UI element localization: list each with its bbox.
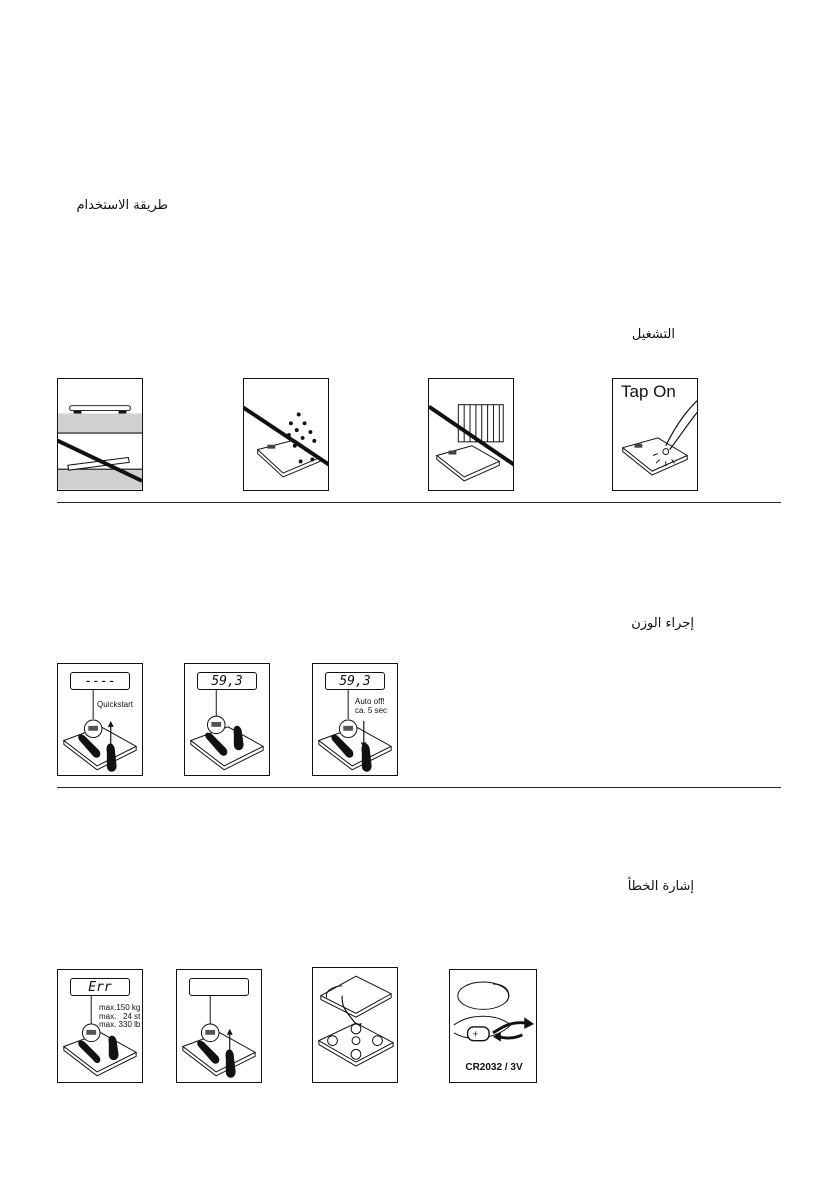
panel-blank-display bbox=[176, 969, 262, 1083]
no-heater-illustration bbox=[429, 379, 513, 490]
heading-usage: طريقة الاستخدام bbox=[76, 198, 168, 213]
panel-quickstart bbox=[57, 663, 143, 776]
auto-off-illustration bbox=[313, 664, 397, 775]
battery-compartment-illustration bbox=[313, 968, 397, 1082]
level-surface-illustration bbox=[58, 379, 142, 490]
blank-display-illustration bbox=[177, 970, 261, 1082]
section-divider-1 bbox=[57, 502, 781, 503]
heading-operation: التشغيل bbox=[631, 327, 675, 342]
display-readout: 59,3 bbox=[197, 672, 257, 690]
panel-level-surface bbox=[57, 378, 143, 491]
tap-on-illustration bbox=[613, 379, 697, 490]
panel-no-heater bbox=[428, 378, 514, 491]
quickstart-label: Quickstart bbox=[97, 700, 134, 709]
battery-type-label: CR2032 / 3V bbox=[465, 1062, 523, 1073]
panel-auto-off bbox=[312, 663, 398, 776]
section-divider-2 bbox=[57, 787, 781, 788]
svg-text:+: + bbox=[472, 1029, 479, 1041]
panel-overload bbox=[57, 969, 143, 1083]
limit-line-kg: max.150 kg bbox=[99, 1003, 141, 1012]
reading-illustration bbox=[185, 664, 269, 775]
auto-off-line-1: Auto off! bbox=[355, 697, 385, 706]
display-readout: Err bbox=[70, 978, 130, 996]
heading-error: إشارة الخطأ bbox=[627, 879, 694, 894]
panel-battery-compartment bbox=[312, 967, 398, 1083]
display-readout: 59,3 bbox=[325, 672, 385, 690]
quickstart-illustration bbox=[58, 664, 142, 775]
panel-no-water bbox=[243, 378, 329, 491]
limit-line-st: max. 24 st bbox=[99, 1011, 141, 1021]
heading-weighing: إجراء الوزن bbox=[631, 616, 694, 631]
panel-tap-on bbox=[612, 378, 698, 491]
panel-reading bbox=[184, 663, 270, 776]
auto-off-line-2: ca. 5 sec bbox=[355, 705, 388, 715]
panel-battery-replace bbox=[449, 969, 537, 1083]
no-water-illustration bbox=[244, 379, 328, 490]
display-readout: ---- bbox=[70, 672, 130, 690]
overload-illustration bbox=[58, 970, 142, 1082]
limit-line-lb: max. 330 lb bbox=[99, 1020, 141, 1029]
tap-on-label: Tap On bbox=[621, 382, 676, 401]
